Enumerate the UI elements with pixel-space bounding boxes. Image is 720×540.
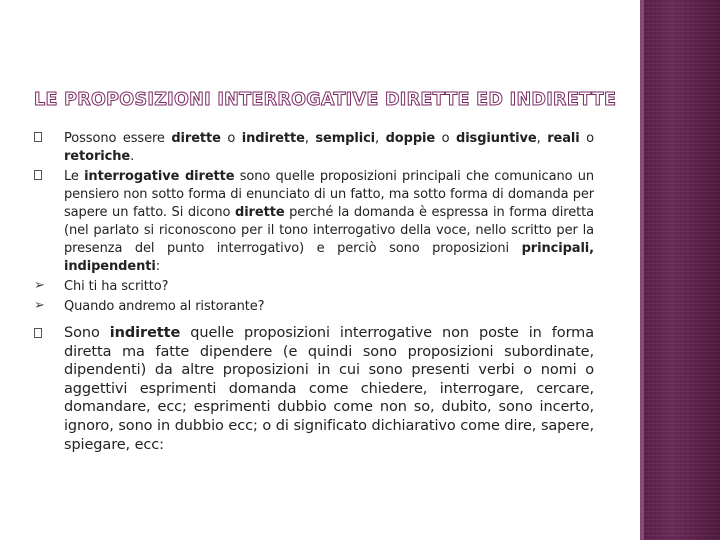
list-item: Possono essere dirette o indirette, semplici, doppie o disgiuntive, reali o retoriche. xyxy=(34,130,594,166)
arrow-bullet-icon: ➢ xyxy=(34,298,45,313)
list-item: Le interrogative dirette sono quelle proposizioni principali che comunicano un pensiero non sotto forma di enunciato di un fatto, ma sotto forma di domanda per sapere un fatto. Si dicono dirette perché la domanda è espressa in forma diretta (nel parlato si riconoscono per il tono interrogativo della voce, nello scritto per la presenza del punto interrogativo) e perciò sono proposizioni principali, indipendenti: xyxy=(34,168,594,276)
decorative-sidebar xyxy=(640,0,720,540)
list-item: ➢ Quando andremo al ristorante? xyxy=(34,298,265,314)
slide-title: LE PROPOSIZIONI INTERROGATIVE DIRETTE ED INDIRETTE xyxy=(34,90,617,110)
sidebar-edge xyxy=(640,0,644,540)
square-bullet-icon xyxy=(34,170,42,180)
list-item: Sono indirette quelle proposizioni interrogative non poste in forma diretta ma fatte dipendere (e quindi sono proposizioni subordinate, dipendenti) da altre proposizioni in cui sono presenti verbi o nomi o aggettivi esprimenti domanda come chiedere, interrogare, cercare, domandare, ecc; esprimenti dubbio come non so, dubito, sono incerto, ignoro, sono in dubbio ecc; o di significato dichiarativo come dire, sapere, spiegare, ecc: xyxy=(34,324,594,454)
arrow-bullet-icon: ➢ xyxy=(34,278,45,293)
list-item: ➢ Chi ti ha scritto? xyxy=(34,278,169,294)
slide-content xyxy=(34,130,594,454)
square-bullet-icon xyxy=(34,328,42,338)
square-bullet-icon xyxy=(34,132,42,142)
